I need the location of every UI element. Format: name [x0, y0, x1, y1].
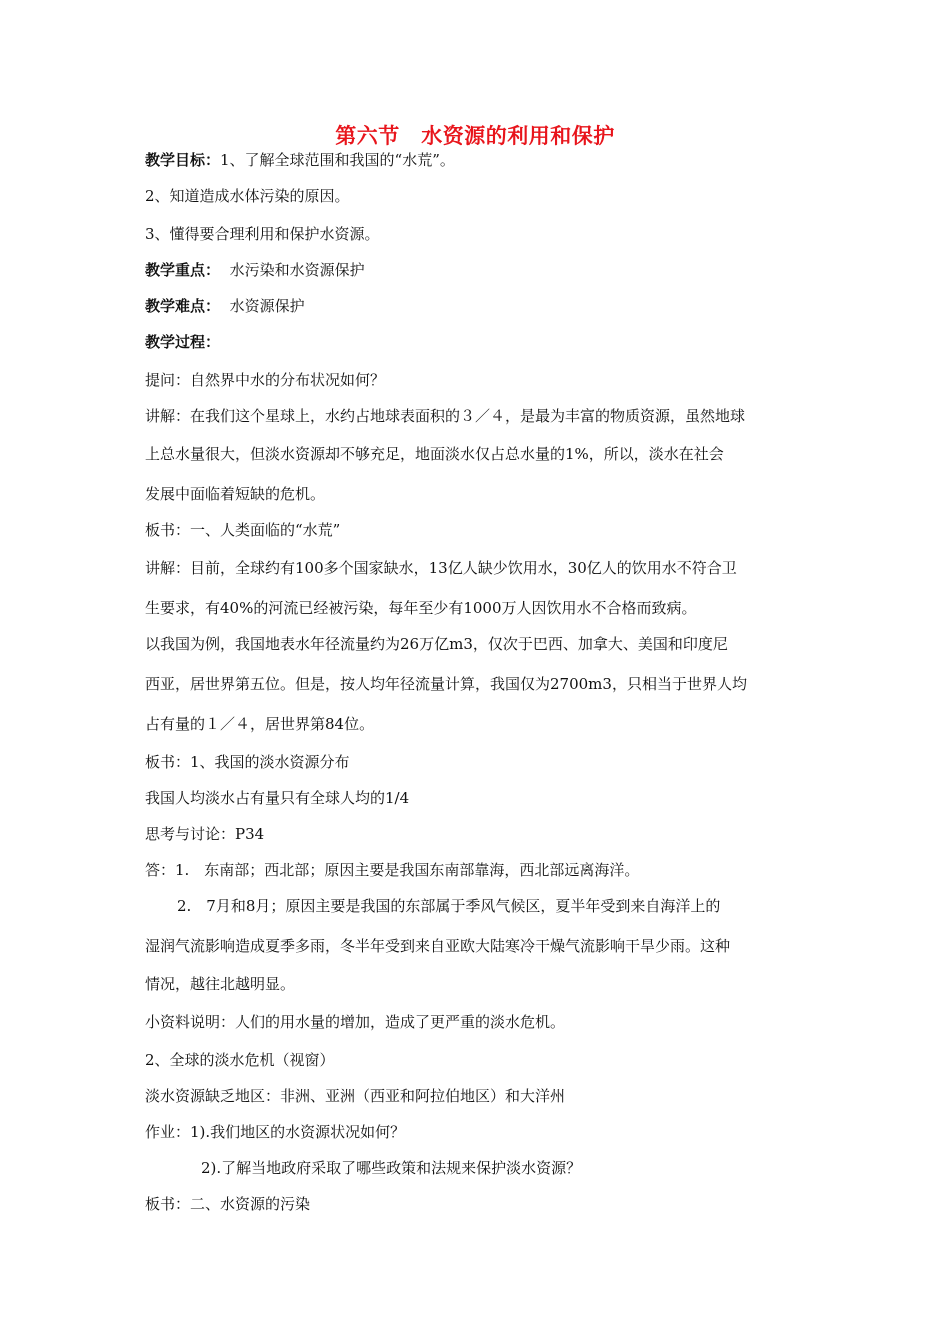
body-line: 2).了解当地政府采取了哪些政策和法规来保护淡水资源？ [201, 1159, 582, 1177]
key-point-label: 教学重点： [145, 261, 221, 279]
key-point-text: 水污染和水资源保护 [229, 261, 365, 279]
key-point-row [145, 260, 365, 280]
body-line: 板书：1、我国的淡水资源分布 [145, 753, 350, 771]
body-line: 提问：自然界中水的分布状况如何？ [145, 371, 386, 389]
body-line: 我国人均淡水占有量只有全球人均的1/4 [145, 789, 410, 807]
page-title: 第六节 水资源的利用和保护 [335, 124, 615, 148]
process-label: 教学过程： [145, 333, 221, 351]
body-line: 湿润气流影响造成夏季多雨，冬半年受到来自亚欧大陆寒冷干燥气流影响干旱少雨。这种 [145, 937, 731, 955]
body-line: 2. 7月和8月；原因主要是我国的东部属于季风气候区，夏半年受到来自海洋上的 [177, 897, 721, 915]
body-line: 板书：二、水资源的污染 [145, 1195, 311, 1213]
objectives-label: 教学目标： [145, 151, 221, 169]
body-line: 以我国为例，我国地表水年径流量约为26万亿m3，仅次于巴西、加拿大、美国和印度尼 [145, 635, 728, 653]
body-line: 作业：1).我们地区的水资源状况如何？ [145, 1123, 406, 1141]
difficulty-label: 教学难点： [145, 297, 221, 315]
objective-item: 2、知道造成水体污染的原因。 [145, 187, 350, 205]
body-line: 讲解：目前，全球约有100多个国家缺水，13亿人缺少饮用水，30亿人的饮用水不符合卫 [145, 559, 737, 577]
body-line: 发展中面临着短缺的危机。 [145, 485, 326, 503]
body-line: 生要求，有40%的河流已经被污染，每年至少有1000万人因饮用水不合格而致病。 [145, 599, 697, 617]
objectives-row [145, 150, 455, 170]
difficulty-text: 水资源保护 [229, 297, 305, 315]
body-line: 讲解：在我们这个星球上，水约占地球表面积的３／４，是最为丰富的物质资源，虽然地球 [145, 407, 746, 425]
body-line: 思考与讨论：P34 [145, 825, 265, 843]
body-line: 上总水量很大，但淡水资源却不够充足，地面淡水仅占总水量的1%，所以，淡水在社会 [145, 445, 724, 463]
body-line: 西亚，居世界第五位。但是，按人均年径流量计算，我国仅为2700m3，只相当于世界人均 [145, 675, 747, 693]
body-line: 答：1. 东南部；西北部；原因主要是我国东南部靠海，西北部远离海洋。 [145, 861, 640, 879]
body-line: 淡水资源缺乏地区：非洲、亚洲（西亚和阿拉伯地区）和大洋州 [145, 1087, 566, 1105]
body-line: 板书：一、人类面临的“水荒” [145, 521, 341, 539]
objective-item: 3、懂得要合理利用和保护水资源。 [145, 225, 380, 243]
objective-item: 1、了解全球范围和我国的“水荒”。 [220, 151, 455, 169]
body-line: 小资料说明：人们的用水量的增加，造成了更严重的淡水危机。 [145, 1013, 566, 1031]
body-line: 占有量的１／４，居世界第84位。 [145, 715, 375, 733]
body-line: 情况，越往北越明显。 [145, 975, 296, 993]
body-line: 2、全球的淡水危机（视窗） [145, 1051, 335, 1069]
difficulty-row [145, 296, 305, 316]
